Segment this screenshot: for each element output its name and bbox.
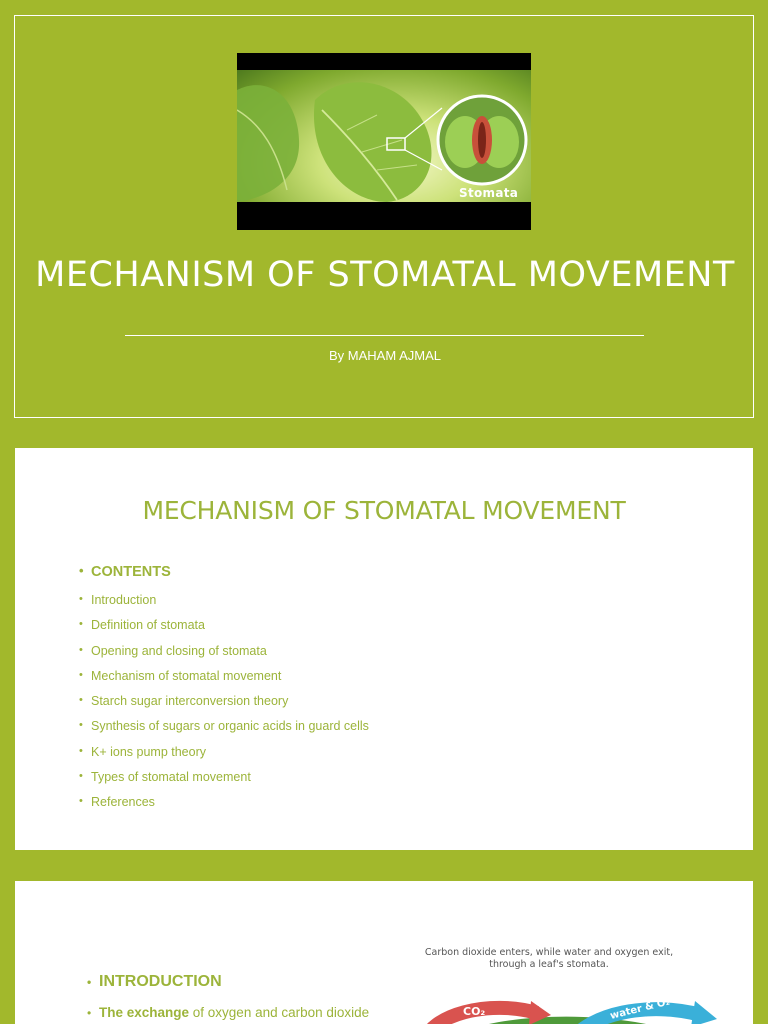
introduction-heading-text: INTRODUCTION: [99, 973, 222, 990]
title-divider: [125, 335, 644, 336]
co2-label: CO₂: [463, 1005, 486, 1018]
leaf-image: [237, 70, 531, 202]
gas-exchange-illustration: [419, 943, 719, 1024]
list-item: • Mechanism of stomatal movement: [79, 668, 369, 693]
stomata-image-label: Stomata: [459, 186, 519, 200]
contents-slide: [15, 448, 753, 850]
introduction-body-bold: The exchange: [99, 1005, 190, 1020]
contents-heading: • CONTENTS: [79, 564, 369, 592]
slide-title: MECHANISM OF STOMATAL MOVEMENT: [35, 255, 735, 295]
stomata-hero-image: [237, 53, 531, 230]
list-item: • Types of stomatal movement: [79, 769, 369, 794]
contents-list: [79, 564, 369, 820]
list-item: • References: [79, 794, 369, 819]
diagram-caption: Carbon dioxide enters, while water and oxygen exit, through a leaf's stomata.: [424, 947, 674, 970]
introduction-slide: [15, 881, 753, 1024]
introduction-body: [87, 1005, 369, 1020]
list-item: • Starch sugar interconversion theory: [79, 693, 369, 718]
author-byline: By MAHAM AJMAL: [329, 348, 441, 363]
introduction-heading: [87, 973, 222, 991]
list-item: • Opening and closing of stomata: [79, 643, 369, 668]
leaf-illustration: [237, 70, 531, 202]
gas-exchange-diagram: [419, 943, 719, 1024]
list-item: • K+ ions pump theory: [79, 744, 369, 769]
title-slide: [14, 15, 754, 418]
introduction-body-rest: of oxygen and carbon dioxide: [189, 1005, 370, 1020]
list-item: • Synthesis of sugars or organic acids in guard cells: [79, 718, 369, 743]
water-label: water & O₂: [609, 996, 671, 1022]
contents-slide-title: MECHANISM OF STOMATAL MOVEMENT: [142, 496, 626, 525]
bullet-icon: •: [87, 975, 92, 989]
list-item: • Definition of stomata: [79, 617, 369, 642]
list-item: • Introduction: [79, 592, 369, 617]
bullet-icon: •: [87, 1006, 92, 1020]
